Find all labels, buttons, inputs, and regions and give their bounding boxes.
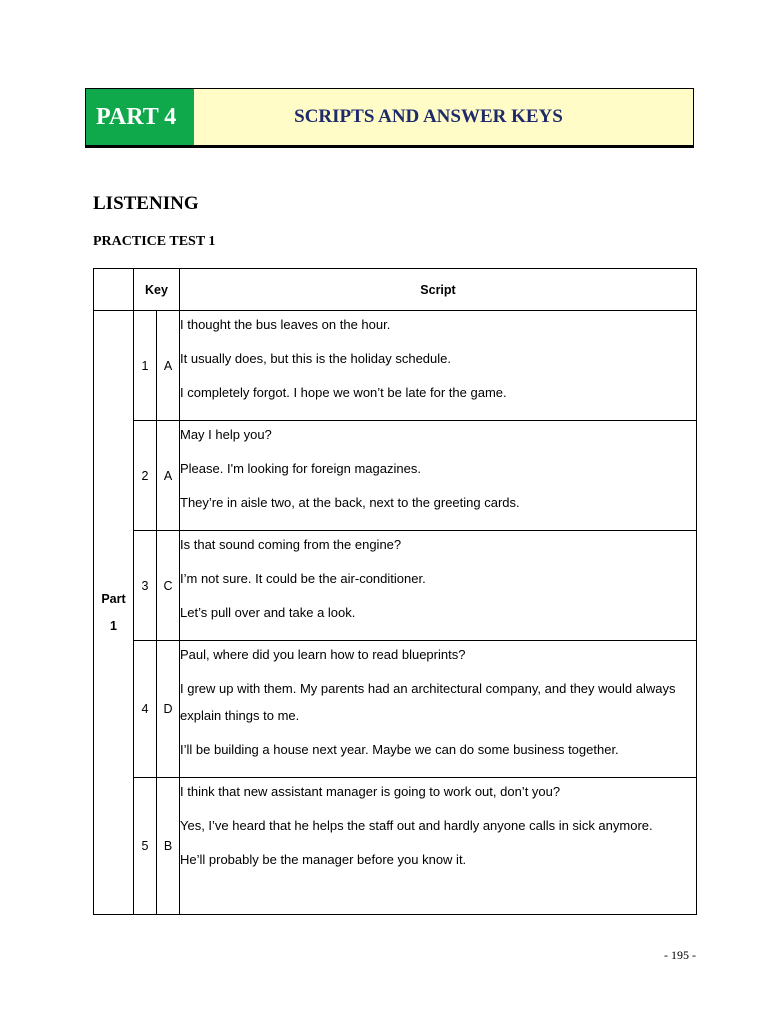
script-line: Is that sound coming from the engine? (180, 537, 402, 552)
question-number: 5 (134, 778, 157, 915)
header-key: Key (134, 269, 180, 311)
table-row (94, 641, 697, 778)
script-line: I grew up with them. My parents had an architectural company, and they would always explain things to me. (180, 681, 676, 723)
page-number: - 195 - (664, 948, 696, 962)
script-cell (180, 531, 697, 641)
script-line: They’re in aisle two, at the back, next to the greeting cards. (180, 495, 520, 510)
answer-key: A (157, 311, 180, 421)
script-line: I thought the bus leaves on the hour. (180, 317, 391, 332)
section-title: LISTENING (93, 193, 199, 214)
script-line: Yes, I’ve heard that he helps the staff out and hardly anyone calls in sick anymore. (180, 818, 653, 833)
script-line: Please. I'm looking for foreign magazines. (180, 461, 421, 476)
script-line: May I help you? (180, 427, 272, 442)
test-title: PRACTICE TEST 1 (93, 234, 216, 249)
script-cell (180, 641, 697, 778)
table-row (94, 421, 697, 531)
question-number: 3 (134, 531, 157, 641)
question-number: 2 (134, 421, 157, 531)
answer-key: C (157, 531, 180, 641)
part-label: PART 4 (86, 89, 194, 145)
question-number: 4 (134, 641, 157, 778)
script-line: I’m not sure. It could be the air-conditioner. (180, 571, 426, 586)
script-cell (180, 778, 697, 915)
table-header-row (94, 269, 697, 311)
table-row (94, 778, 697, 915)
part-number-text: 1 (110, 618, 117, 633)
question-number: 1 (134, 311, 157, 421)
script-cell (180, 421, 697, 531)
answer-key: A (157, 421, 180, 531)
script-line: I completely forgot. I hope we won’t be late for the game. (180, 385, 507, 400)
header-part (94, 269, 134, 311)
section-banner (85, 88, 694, 148)
script-line: Paul, where did you learn how to read blueprints? (180, 647, 466, 662)
script-line: I think that new assistant manager is going to work out, don’t you? (180, 784, 561, 799)
script-cell (180, 311, 697, 421)
script-line: He’ll probably be the manager before you know it. (180, 852, 467, 867)
answer-key: D (157, 641, 180, 778)
table-row (94, 311, 697, 421)
script-line: It usually does, but this is the holiday schedule. (180, 351, 451, 366)
answer-key-table (93, 268, 697, 915)
script-line: Let’s pull over and take a look. (180, 605, 356, 620)
banner-title: SCRIPTS AND ANSWER KEYS (294, 106, 563, 127)
part-cell (94, 311, 134, 915)
answer-key: B (157, 778, 180, 915)
script-line: I’ll be building a house next year. Maybe we can do some business together. (180, 742, 619, 757)
part-label-text: Part (101, 591, 126, 606)
table-row (94, 531, 697, 641)
header-script: Script (180, 269, 697, 311)
